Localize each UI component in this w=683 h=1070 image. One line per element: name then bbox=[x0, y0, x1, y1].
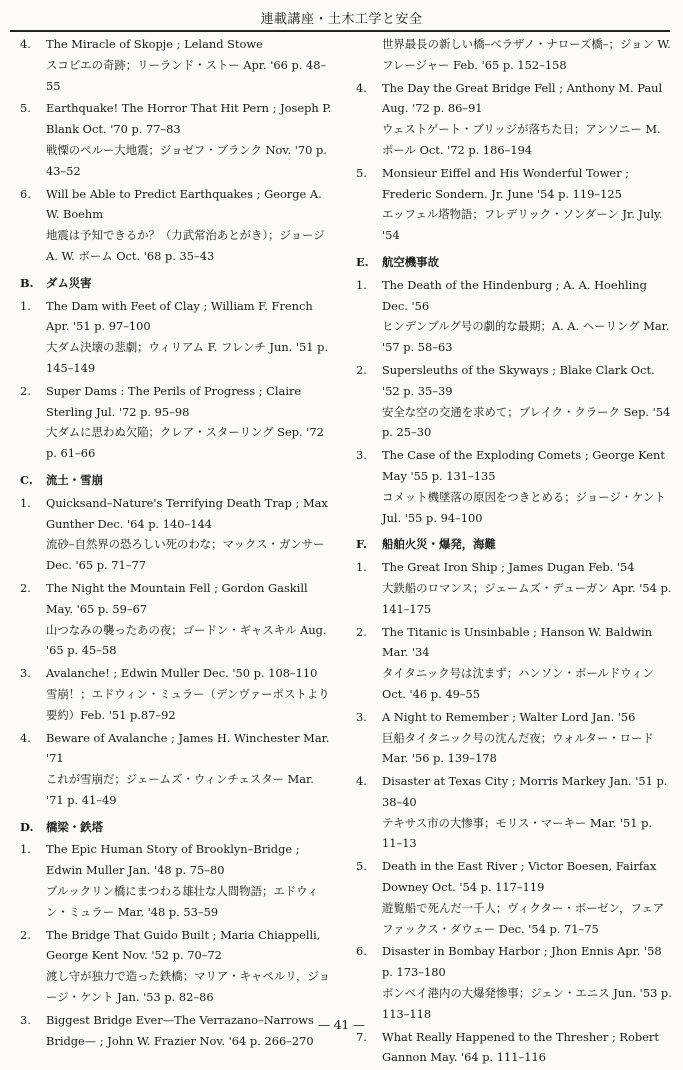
japanese-citation: テキサス市の大惨事；モリス・マーキー Mar. '51 p. 11–13 bbox=[382, 815, 653, 851]
entry-number: 7. bbox=[356, 1029, 367, 1044]
section-title: 流土・雪崩 bbox=[46, 472, 103, 487]
entry-number: 4. bbox=[356, 774, 367, 789]
english-citation: What Really Happened to the Thresher ; Robert Gannon May. '64 p. 111–116 bbox=[382, 1029, 659, 1065]
entry-number: 2. bbox=[20, 383, 31, 398]
entry-number: 1. bbox=[20, 298, 31, 313]
page-number bbox=[0, 1018, 683, 1032]
english-citation: Monsieur Eiffel and His Wonderful Tower ; Frederic Sondern. Jr. June '54 p. 119–125 bbox=[382, 165, 630, 201]
japanese-citation: 大鉄船のロマンス；ジェームズ・デューガン Apr. '54 p. 141–175 bbox=[382, 580, 672, 616]
entry-number: 4. bbox=[20, 730, 31, 745]
reference-entry bbox=[352, 1027, 674, 1069]
entry-number: 2. bbox=[356, 624, 367, 639]
reference-entry bbox=[16, 296, 334, 379]
reference-entry bbox=[352, 34, 674, 76]
reference-entry bbox=[352, 78, 674, 161]
section-title: ダム災害 bbox=[46, 275, 92, 290]
english-citation: The Great Iron Ship ; James Dugan Feb. '54 bbox=[382, 560, 635, 575]
section-heading bbox=[16, 470, 334, 491]
section-title: 航空機事故 bbox=[382, 254, 439, 269]
english-citation: The Miracle of Skopje ; Leland Stowe bbox=[46, 37, 263, 51]
reference-entry bbox=[16, 728, 334, 811]
english-citation: The Death of the Hindenburg ; A. A. Hoehling Dec. '56 bbox=[382, 277, 647, 313]
entry-number: 5. bbox=[20, 101, 31, 116]
reference-entry bbox=[352, 941, 674, 1024]
english-citation: The Day the Great Bridge Fell ; Anthony M. Paul Aug. '72 p. 86–91 bbox=[382, 80, 663, 116]
entry-number: 1. bbox=[356, 277, 367, 292]
section-heading bbox=[352, 252, 674, 273]
right-column bbox=[352, 34, 674, 1070]
english-citation: Biggest Bridge Ever—The Verrazano–Narrows Bridge— ; John W. Frazier Nov. '64 p. 266–270 bbox=[46, 1012, 314, 1048]
japanese-citation: 大ダム決壊の悲劇；ウィリアム F. フレンチ Jun. '51 p. 145–149 bbox=[46, 340, 329, 375]
english-citation: Death in the East River ; Victor Boesen, Fairfax Downey Oct. '54 p. 117–119 bbox=[382, 859, 657, 895]
entry-number: 3. bbox=[356, 709, 367, 724]
reference-entry bbox=[352, 275, 674, 358]
english-citation: The Bridge That Guido Built ; Maria Chiappelli, George Kent Nov. '52 p. 70–72 bbox=[46, 927, 321, 963]
japanese-citation: ウェストゲート・ブリッジが落ちた日；アンソニー M. ポール Oct. '72 p. 186–194 bbox=[382, 122, 661, 157]
english-citation: Disaster in Bombay Harbor ; Jhon Ennis Apr. '58 p. 173–180 bbox=[382, 944, 662, 980]
entry-number: 1. bbox=[356, 560, 367, 575]
entry-number: 5. bbox=[356, 165, 367, 180]
english-citation: The Titanic is Unsinbable ; Hanson W. Baldwin Mar. '34 bbox=[382, 624, 653, 660]
reference-entry bbox=[352, 163, 674, 246]
reference-entry bbox=[16, 34, 334, 96]
japanese-citation: ブルックリン橋にまつわる雄壮な人間物語；エドウィン・ミュラー Mar. '48 p. 53–59 bbox=[46, 884, 319, 919]
english-citation: Quicksand–Nature's Terrifying Death Trap ; Max Gunther Dec. '64 p. 140–144 bbox=[46, 495, 328, 531]
japanese-citation: 山つなみの襲ったあの夜；ゴードン・ギャスキル Aug. '65 p. 45–58 bbox=[46, 622, 327, 658]
section-letter: C. bbox=[20, 472, 33, 487]
section-title: 橋梁・鉄塔 bbox=[46, 819, 103, 834]
english-citation: Beware of Avalanche ; James H. Winchester Mar. '71 bbox=[46, 730, 330, 766]
entry-number: 4. bbox=[20, 37, 31, 51]
japanese-citation: コメット機墜落の原因をつきとめる；ジョージ・ケント Jul. '55 p. 94–100 bbox=[382, 489, 666, 525]
section-letter: F. bbox=[356, 537, 367, 552]
section-letter: E. bbox=[356, 254, 369, 269]
reference-entry bbox=[16, 381, 334, 464]
section-heading bbox=[16, 817, 334, 838]
page-number-text: — 41 — bbox=[318, 1018, 365, 1032]
entry-number: 1. bbox=[20, 842, 31, 857]
header-rule bbox=[10, 30, 670, 32]
reference-entry bbox=[352, 771, 674, 854]
entry-number: 3. bbox=[20, 1012, 31, 1027]
english-citation: Disaster at Texas City ; Morris Markey Jan. '51 p. 38–40 bbox=[382, 774, 668, 809]
reference-entry bbox=[352, 445, 674, 528]
entry-number: 1. bbox=[20, 495, 31, 510]
section-heading bbox=[352, 534, 674, 555]
japanese-citation: 渡し守が独力で造った鉄橋；マリア・キャペルリ，ジョージ・ケント Jan. '53 p. 82–86 bbox=[46, 969, 330, 1005]
reference-entry bbox=[16, 839, 334, 922]
reference-entry bbox=[352, 707, 674, 769]
reference-entry bbox=[16, 663, 334, 725]
japanese-citation: ボンベイ港内の大爆発惨事；ジェン・エニス Jun. '53 p. 113–118 bbox=[382, 986, 672, 1021]
entry-number: 2. bbox=[20, 927, 31, 942]
japanese-citation: 遊覧船で死んだ一千人；ヴィクター・ボーゼン，フェアファックス・ダウェー Dec. '54 p. 71–75 bbox=[382, 900, 665, 936]
reference-entry bbox=[352, 360, 674, 443]
reference-entry bbox=[16, 925, 334, 1008]
section-heading bbox=[16, 273, 334, 294]
header-title: 連載講座・土木工学と安全 bbox=[260, 11, 423, 27]
japanese-citation: エッフェル塔物語；フレデリック・ソンダーン Jr. July. '54 bbox=[382, 207, 663, 243]
entry-number: 2. bbox=[356, 362, 367, 377]
japanese-citation: 世界最長の新しい橋–ベラザノ・ナローズ橋–；ジョン W. フレージャー Feb. '65 p. 152–158 bbox=[382, 37, 671, 72]
english-citation: A Night to Remember ; Walter Lord Jan. '56 bbox=[382, 709, 636, 724]
japanese-citation: 大ダムに思わぬ欠陥；クレア・スターリング Sep. '72 p. 61–66 bbox=[46, 425, 324, 461]
entry-number: 6. bbox=[356, 944, 367, 959]
japanese-citation: スコピエの奇跡；リーランド・ストー Apr. '66 p. 48–55 bbox=[46, 57, 327, 93]
reference-entry bbox=[352, 856, 674, 939]
entry-number: 5. bbox=[356, 859, 367, 874]
left-column bbox=[16, 34, 334, 1053]
english-citation: Will be Able to Predict Earthquakes ; George A. W. Boehm bbox=[46, 186, 322, 222]
japanese-citation: 巨船タイタニック号の沈んだ夜；ウォルター・ロード Mar. '56 p. 139–178 bbox=[382, 730, 654, 766]
japanese-citation: 戦慄のペルー大地震；ジョゼフ・ブランク Nov. '70 p. 43–52 bbox=[46, 142, 327, 178]
reference-entry bbox=[16, 493, 334, 576]
japanese-citation: ヒンデンブルグ号の劇的な最期；A. A. ヘーリング Mar. '57 p. 58–63 bbox=[382, 319, 670, 355]
entry-number: 6. bbox=[20, 186, 31, 201]
reference-entry bbox=[352, 622, 674, 705]
english-citation: The Case of the Exploding Comets ; George Kent May '55 p. 131–135 bbox=[382, 448, 665, 483]
section-letter: B. bbox=[20, 275, 34, 290]
section-title: 船舶火災・爆発，海難 bbox=[382, 537, 496, 552]
page-header bbox=[0, 4, 683, 30]
japanese-citation: 雪崩！；エドウィン・ミュラー（デンヴァーポストより要約）Feb. '51 p.87–92 bbox=[46, 686, 330, 722]
entry-number: 3. bbox=[20, 666, 31, 681]
japanese-citation: 安全な空の交通を求めて；ブレイク・クラーク Sep. '54 p. 25–30 bbox=[382, 404, 671, 440]
japanese-citation: タイタニック号は沈まず；ハンソン・ボールドウィン Oct. '46 p. 49–55 bbox=[382, 666, 654, 701]
english-citation: The Dam with Feet of Clay ; William F. French Apr. '51 p. 97–100 bbox=[46, 298, 313, 334]
section-letter: D. bbox=[20, 819, 34, 834]
entry-number: 2. bbox=[20, 580, 31, 595]
japanese-citation: これが雪崩だ；ジェームズ・ウィンチェスター Mar. '71 p. 41–49 bbox=[46, 772, 314, 807]
reference-entry bbox=[352, 557, 674, 619]
english-citation: Earthquake! The Horror That Hit Pern ; Joseph P. Blank Oct. '70 p. 77–83 bbox=[46, 101, 332, 137]
japanese-citation: 流砂–自然界の恐ろしい死のわな；マックス・ガンサー Dec. '65 p. 71–77 bbox=[46, 537, 325, 573]
english-citation: Super Dams : The Perils of Progress ; Claire Sterling Jul. '72 p. 95–98 bbox=[46, 383, 302, 419]
japanese-citation: 地震は予知できるか？（力武常治あとがき）；ジョージ A. W. ボーム Oct. '68 p. 35–43 bbox=[46, 228, 325, 263]
entry-number: 4. bbox=[356, 80, 367, 95]
english-citation: The Epic Human Story of Brooklyn–Bridge ; Edwin Muller Jan. '48 p. 75–80 bbox=[46, 842, 300, 878]
reference-entry bbox=[16, 184, 334, 267]
reference-entry bbox=[16, 98, 334, 181]
english-citation: Avalanche! ; Edwin Muller Dec. '50 p. 108–110 bbox=[46, 666, 318, 681]
entry-number: 3. bbox=[356, 448, 367, 463]
reference-entry bbox=[16, 578, 334, 661]
english-citation: The Night the Mountain Fell ; Gordon Gaskill May. '65 p. 59–67 bbox=[46, 580, 308, 616]
english-citation: Supersleuths of the Skyways ; Blake Clark Oct. '52 p. 35–39 bbox=[382, 362, 655, 398]
